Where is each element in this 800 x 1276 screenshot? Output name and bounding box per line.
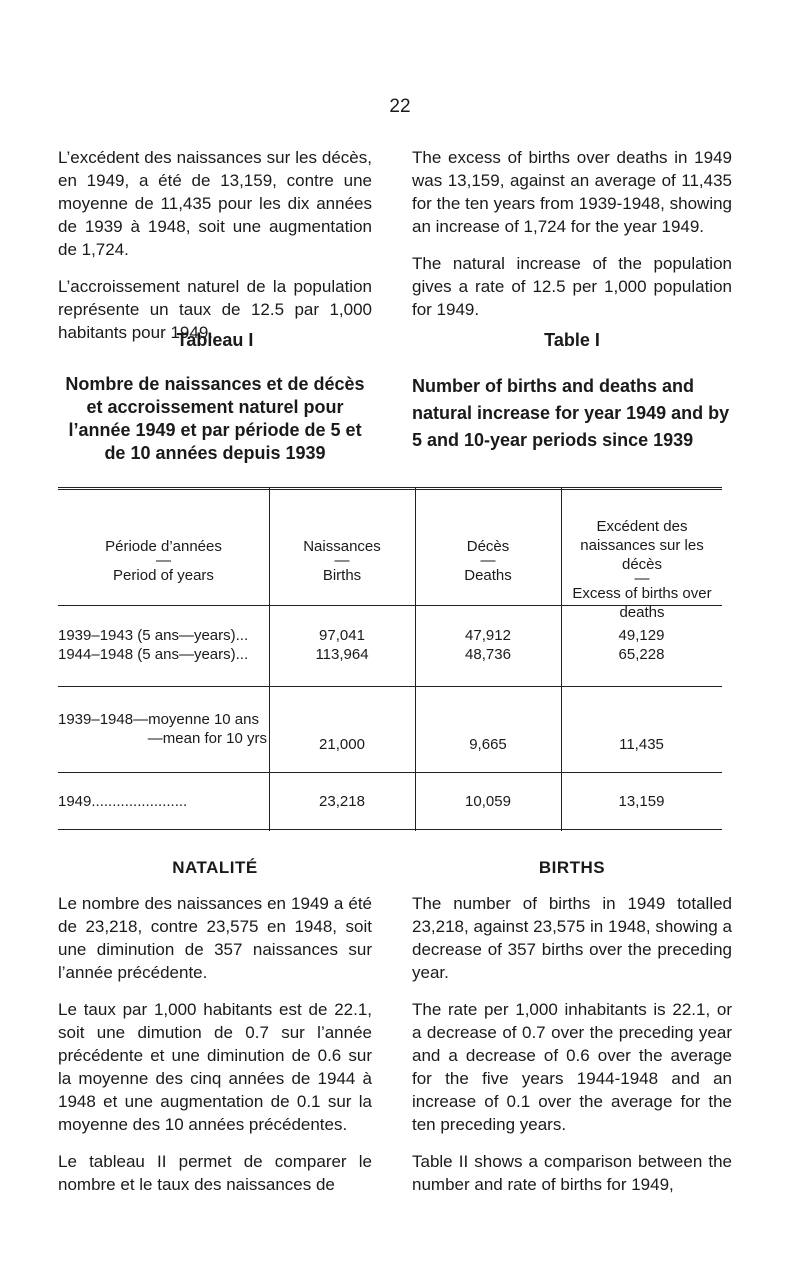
header-separator: — (480, 552, 496, 569)
en-paragraph-births: The number of births in 1949 totalled 23,218, against 23,575 in 1948, showing a decrease of 357 births over the preceding year. (412, 894, 732, 982)
en-table-heading (412, 330, 732, 454)
header-period-en: Period of years (113, 567, 214, 584)
french-intro-column (58, 146, 372, 358)
header-deaths (415, 537, 561, 585)
table-row-period: 1944–1948 (5 ans—years)... (58, 646, 249, 663)
header-excess (568, 517, 716, 622)
table-bottom-rule (58, 829, 722, 830)
table-rule (58, 686, 722, 687)
table-top-rule (58, 487, 722, 490)
header-period-fr: Période d’années (105, 538, 222, 555)
table-row-deaths: 47,912 (465, 627, 511, 644)
en-paragraph-table-ii: Table II shows a comparison between the number and rate of births for 1949, (412, 1152, 732, 1194)
table-rule (58, 772, 722, 773)
en-table-title: Number of births and deaths and natural increase for year 1949 and by 5 and 10-year periods since 1939 (412, 376, 730, 450)
fr-table-title: Nombre de naissances et de décès et accroissement naturel pour l’année 1949 et par période de 5 et de 10 années depuis 1939 (65, 374, 365, 463)
fr-paragraph-births: Le nombre des naissances en 1949 a été de 23,218, contre 23,575 en 1948, soit une diminution de 357 naissances sur l’année précédente. (58, 894, 372, 982)
table-row-excess: 65,228 (618, 646, 665, 663)
header-separator: — (156, 552, 171, 569)
header-deaths-en: Deaths (464, 567, 512, 584)
table-row-period: 1939–1948—moyenne 10 ans (58, 711, 259, 728)
fr-paragraph-natural-increase: L’accroissement naturel de la population représente un taux de 12.5 par 1,000 habitants pour 1949. (58, 277, 372, 342)
en-section-heading: BIRTHS (538, 858, 606, 877)
en-paragraph-rate: The rate per 1,000 inhabitants is 22.1, or a decrease of 0.7 over the preceding year and a decrease of 0.6 over the average for the five years 1944-1948 and an increase of 0.1 over the average for the ten preceding years. (412, 1000, 732, 1134)
page-number: 22 (389, 96, 411, 117)
table-row-deaths: 9,665 (469, 736, 507, 753)
table-row-period-continued: —mean for 10 yrs (147, 730, 267, 747)
fr-paragraph-rate: Le taux par 1,000 habitants est de 22.1, soit une dimution de 0.7 sur l’année précédente et une diminution de 0.6 sur la moyenne des cinq années de 1944 à 1948 et une augmentation de 0.1 sur la moyenne des 10 années précédentes. (58, 1000, 372, 1134)
fr-table-heading (58, 330, 372, 465)
table-row-period: 1949....................... (58, 793, 188, 810)
english-intro-column (412, 146, 732, 335)
header-separator: — (634, 570, 650, 587)
table-row-excess: 13,159 (618, 793, 665, 810)
fr-section-heading: NATALITÉ (172, 858, 258, 877)
table-row-births: 21,000 (319, 736, 365, 753)
statistics-table (58, 487, 722, 831)
table-row-deaths: 10,059 (465, 793, 511, 810)
english-births-column (412, 858, 732, 1210)
table-row-births: 97,041 (319, 627, 365, 644)
table-row-births: 23,218 (319, 793, 365, 810)
header-excess-en: Excess of births over deaths (572, 585, 712, 621)
fr-table-label: Tableau I (176, 330, 254, 350)
table-row-excess: 49,129 (618, 627, 665, 644)
fr-paragraph-excess: L’excédent des naissances sur les décès, en 1949, a été de 13,159, contre une moyenne de 11,435 pour les dix années de 1939 à 1948, soit une augmentation de 1,724. (58, 148, 372, 259)
header-separator: — (334, 552, 350, 569)
header-births-fr: Naissances (303, 538, 381, 555)
table-row-excess: 11,435 (619, 736, 664, 753)
header-excess-fr: Excédent des naissances sur les décès (580, 518, 704, 573)
header-deaths-fr: Décès (466, 538, 510, 555)
header-period (58, 537, 269, 585)
en-paragraph-natural-increase: The natural increase of the population gives a rate of 12.5 per 1,000 population for 1949. (412, 254, 732, 319)
fr-paragraph-table-ii: Le tableau II permet de comparer le nombre et le taux des naissances de (58, 1152, 372, 1194)
header-births-en: Births (322, 567, 362, 584)
table-row-period: 1939–1943 (5 ans—years)... (58, 627, 249, 644)
en-table-label: Table I (544, 330, 600, 350)
table-row-births: 113,964 (315, 646, 369, 663)
french-births-column (58, 858, 372, 1210)
header-births (269, 537, 415, 585)
en-paragraph-excess: The excess of births over deaths in 1949 was 13,159, against an average of 11,435 for the ten years from 1939-1948, showing an increase of 1,724 for the year 1949. (412, 148, 732, 236)
table-row-deaths: 48,736 (465, 646, 511, 663)
